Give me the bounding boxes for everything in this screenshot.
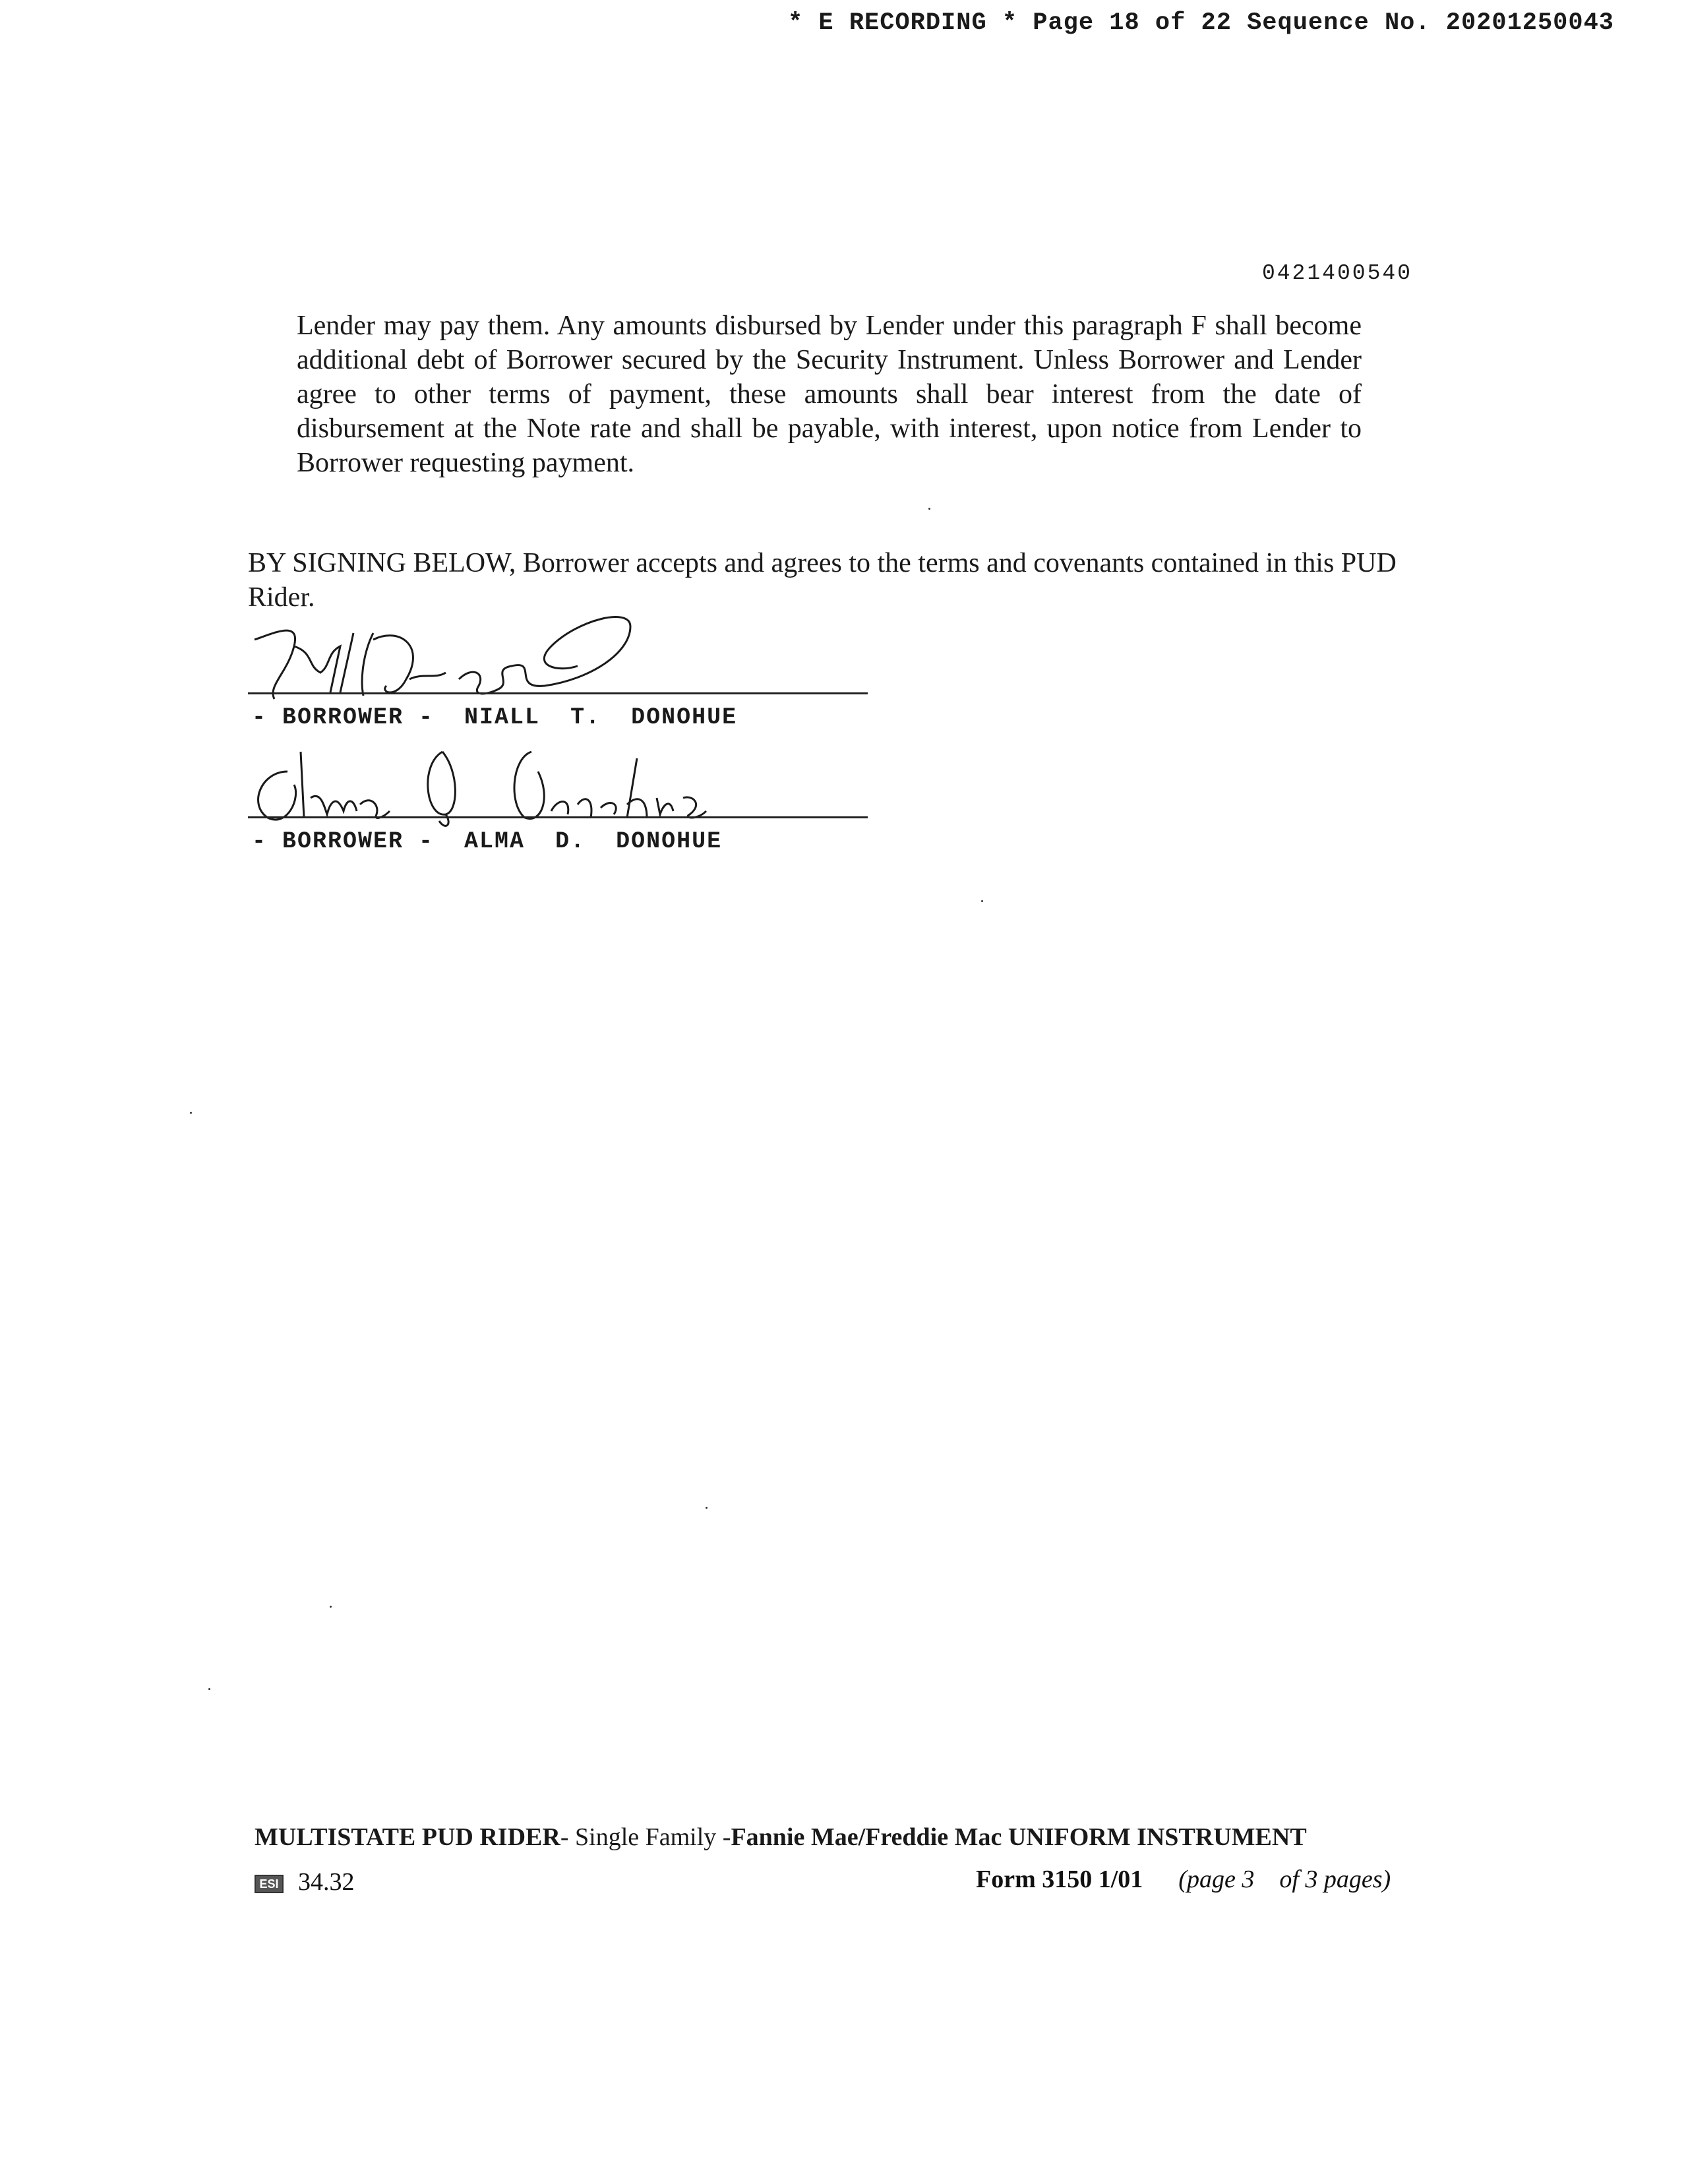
scan-speck bbox=[928, 508, 930, 510]
form-code-row bbox=[255, 1867, 355, 1896]
signature-caption: - BORROWER - ALMA D. DONOHUE bbox=[252, 828, 723, 855]
signature-block-alma bbox=[248, 732, 868, 864]
scan-speck bbox=[190, 1112, 192, 1114]
form-number-row bbox=[976, 1865, 1391, 1894]
signing-statement: BY SIGNING BELOW, Borrower accepts and agrees to the terms and covenants contained in this PUD Rider. bbox=[248, 548, 1397, 613]
loan-number: 0421400540 bbox=[1261, 261, 1412, 286]
footer-title-part: Fannie Mae/Freddie Mac UNIFORM INSTRUMENT bbox=[731, 1823, 1307, 1851]
form-code: 34.32 bbox=[298, 1868, 355, 1896]
footer-title-part: MULTISTATE PUD RIDER bbox=[255, 1823, 560, 1851]
scan-speck bbox=[981, 900, 983, 902]
recording-stamp-header: * E RECORDING * Page 18 of 22 Sequence No. 20201250043 bbox=[788, 9, 1614, 37]
signature-caption: - BORROWER - NIALL T. DONOHUE bbox=[252, 704, 738, 731]
signature-block-niall bbox=[248, 607, 868, 739]
footer-form-title bbox=[255, 1823, 1307, 1852]
scan-speck bbox=[208, 1688, 210, 1690]
signature-niall bbox=[248, 607, 868, 706]
scan-speck bbox=[706, 1507, 708, 1509]
signature-line bbox=[248, 692, 868, 694]
form-number: Form 3150 1/01 bbox=[976, 1866, 1143, 1893]
footer-title-part: - Single Family - bbox=[560, 1823, 731, 1851]
signature-line bbox=[248, 816, 868, 818]
page-info: (page 3 of 3 pages) bbox=[1178, 1866, 1391, 1893]
rider-paragraph: Lender may pay them. Any amounts disbursed by Lender under this paragraph F shall become additional debt of Borrower secured by the Security Instrument. Unless Borrower and Lender agree to other terms of payment, these amounts shall bear interest from the date of disbursement at the Note rate and shall be payable, with interest, upon notice from Lender to Borrower requesting payment. bbox=[297, 311, 1362, 478]
scan-speck bbox=[330, 1606, 332, 1608]
document-vendor-logo: ESI bbox=[255, 1875, 284, 1893]
